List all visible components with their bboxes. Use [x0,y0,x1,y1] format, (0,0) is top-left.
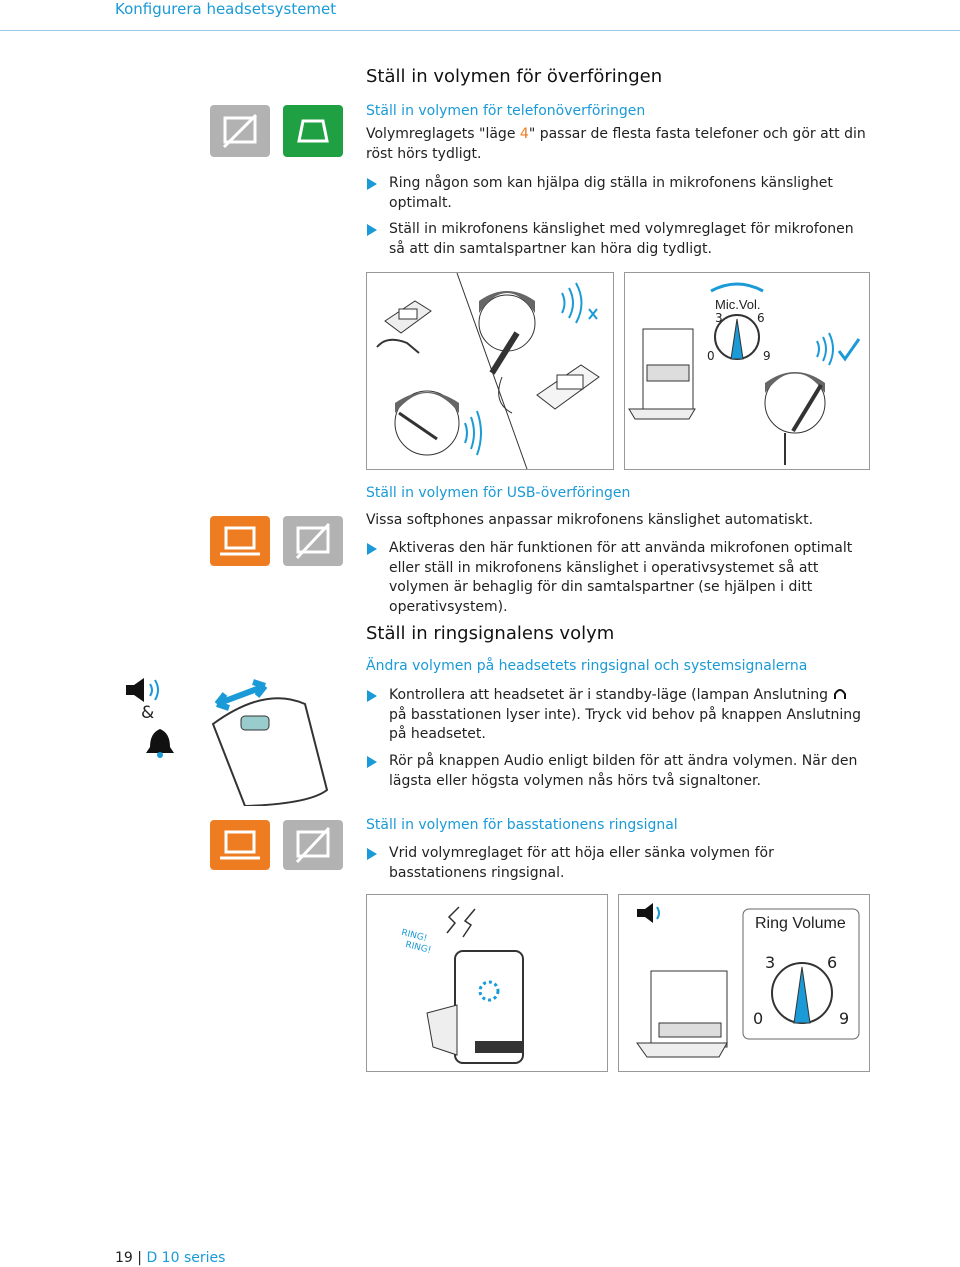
section-title-transmission-volume: Ställ in volymen för överföringen [366,66,663,87]
dial-mark-6: 6 [757,311,765,325]
dial-mark-3: 3 [765,953,776,972]
dial-mark-0: 0 [753,1009,764,1028]
phone-icon [283,105,343,157]
heading-base-ring: Ställ in volymen för basstationens ringsignal [366,817,678,833]
para-softphones: Vissa softphones anpassar mikrofonens känslighet automatiskt. [366,512,814,528]
figure-phone-call-illustration [366,272,614,470]
page-number: 19 [115,1250,133,1266]
product-series: D 10 series [146,1250,226,1266]
section-title-ring-volume: Ställ in ringsignalens volym [366,623,615,644]
headset-audio-button-illustration [205,664,335,810]
heading-usb-transmission: Ställ in volymen för USB-överföringen [366,485,631,501]
bullet-set-mic-sensitivity: Ställ in mikrofonens känslighet med volymreglaget för mikrofonen så att din samtalspartner kan höra dig tydligt. [366,220,869,259]
dial-mark-3: 3 [715,311,723,325]
ring-volume-dial-title: Ring Volume [755,915,846,932]
bullet-audio-button: Rör på knappen Audio enligt bilden för att ändra volymen. När den lägsta eller högsta volymen nås hörs två signaltoner. [366,752,869,791]
ring-text-2: RING! [404,939,433,957]
figure-mic-volume-illustration [624,272,870,470]
bullet-turn-knob: Vrid volymreglaget för att höja eller sänka volymen för basstationens ringsignal. [366,844,869,883]
headset-connection-icon [832,687,848,701]
dial-mark-6: 6 [827,953,838,972]
bullet-usb-mic: Aktiveras den här funktionen för att använda mikrofonen optimalt eller ställ in mikrofonens känslighet i operativsystemet så att volymen är behaglig för din samtalspartner (se hjälpen i ditt operativsystem). [366,539,869,617]
figure-ring-volume-dial [618,894,870,1072]
phone-disabled-icon [283,516,343,566]
figure-base-station-ringing [366,894,608,1072]
bullet-call-someone: Ring någon som kan hjälpa dig ställa in mikrofonens känslighet optimalt. [366,174,869,213]
page-footer [115,1250,225,1266]
dial-mark-9: 9 [763,349,771,363]
dial-mark-0: 0 [707,349,715,363]
ampersand: & [141,703,155,723]
header-rule [0,30,960,31]
running-title: Konfigurera headsetsystemet [115,0,337,18]
phone-disabled-icon [210,105,270,157]
computer-icon [210,820,270,870]
bell-icon [144,727,176,763]
heading-headset-ring: Ändra volymen på headsetets ringsignal och systemsignalerna [366,658,808,674]
bullet-check-standby: Kontrollera att headsetet är i standby-läge (lampan Anslutning på basstationen lyser inte). Tryck vid behov på knappen Anslutning på headsetet. [366,686,869,745]
heading-phone-transmission: Ställ in volymen för telefonöverföringen [366,103,646,119]
dial-mark-9: 9 [839,1009,850,1028]
ring-text-1: RING! [400,927,429,945]
mic-vol-dial-title: Mic.Vol. [715,297,761,312]
para-phone-volume: Volymreglagets "läge 4" passar de flesta fasta telefoner och gör att din röst hörs tydligt. [366,126,866,162]
computer-icon [210,516,270,566]
footer-separator: | [137,1250,142,1266]
phone-disabled-icon [283,820,343,870]
